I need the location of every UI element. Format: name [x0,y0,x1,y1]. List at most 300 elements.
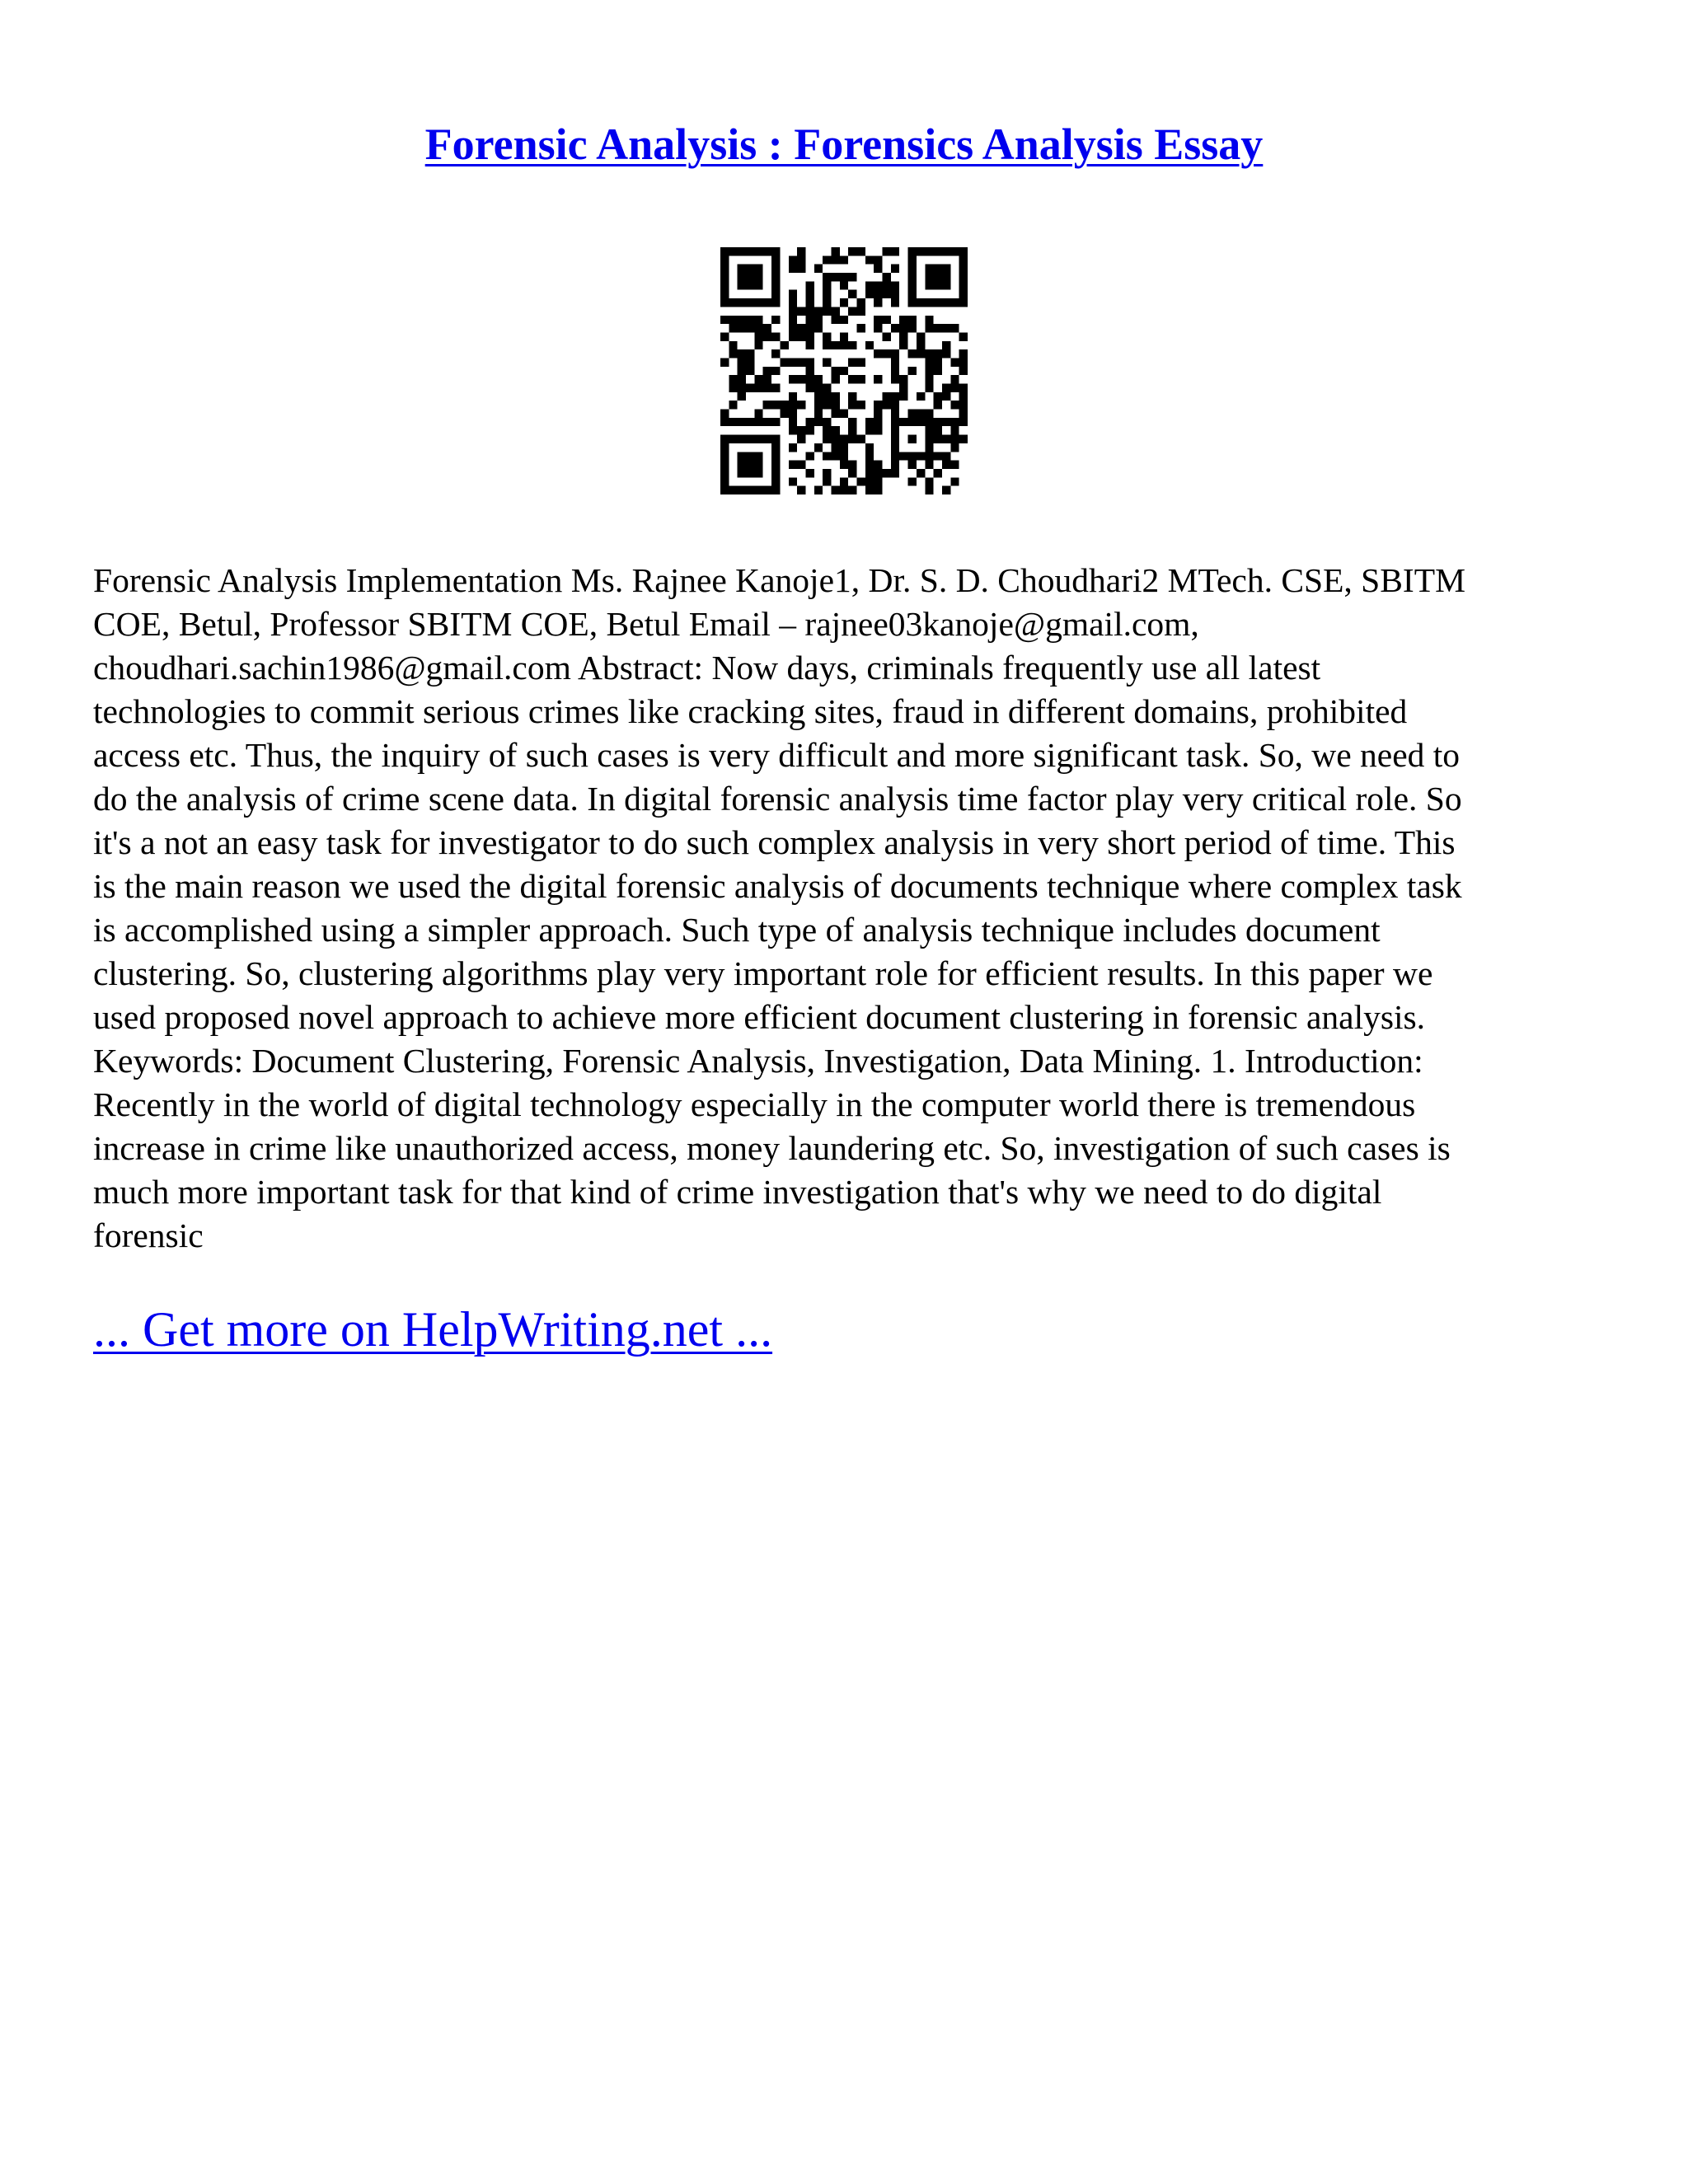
qr-module [746,384,754,392]
qr-module [763,367,771,375]
qr-module [771,469,780,477]
qr-module [959,384,968,392]
qr-module [789,461,797,469]
qr-module [934,281,942,289]
qr-module [789,332,797,340]
qr-module [831,247,839,255]
qr-module [942,418,950,426]
qr-module [831,307,839,315]
qr-module [831,452,839,460]
qr-module [908,298,917,307]
qr-module [925,435,933,443]
qr-module [720,247,729,255]
qr-module [738,316,746,324]
qr-module [908,367,917,375]
qr-module [883,469,891,477]
qr-module [874,426,882,434]
qr-module [908,281,917,289]
qr-module [771,332,780,340]
qr-module [891,349,899,358]
qr-module [874,401,882,409]
qr-module [789,265,797,273]
qr-module [959,273,968,281]
qr-module [891,290,899,298]
qr-module [840,281,848,289]
qr-module [771,418,780,426]
qr-module [899,384,907,392]
qr-module [908,290,917,298]
qr-module [925,247,933,255]
qr-module [754,375,762,383]
qr-module [917,469,925,477]
qr-module [959,332,968,340]
get-more-link[interactable]: ... Get more on HelpWriting.net ... [93,1302,773,1357]
qr-module [959,401,968,409]
qr-module [908,418,917,426]
qr-module [754,281,762,289]
qr-module [865,443,874,452]
qr-module [831,316,839,324]
qr-module [891,401,899,409]
qr-module [746,298,754,307]
qr-module [814,375,823,383]
qr-module [857,375,865,383]
qr-module [925,358,933,366]
qr-module [729,435,737,443]
qr-module [857,435,865,443]
qr-module [959,290,968,298]
qr-module [814,392,823,401]
qr-module [925,477,933,485]
qr-module [942,298,950,307]
qr-module [840,341,848,349]
qr-module [823,384,831,392]
qr-module [720,435,729,443]
qr-module [738,392,746,401]
qr-module [840,255,848,264]
qr-module [950,247,959,255]
qr-module [814,307,823,315]
qr-module [934,401,942,409]
title-link[interactable]: Forensic Analysis : Forensics Analysis Essay [424,120,1264,169]
qr-module [738,273,746,281]
qr-module [934,418,942,426]
qr-module [720,469,729,477]
qr-code-icon [720,247,968,494]
qr-module [950,358,959,366]
qr-module [917,247,925,255]
qr-module [950,298,959,307]
qr-module [720,358,729,366]
qr-module [738,358,746,366]
qr-module [959,281,968,289]
qr-module [857,307,865,315]
qr-module [925,375,933,383]
qr-module [934,435,942,443]
qr-module [720,477,729,485]
qr-module [746,324,754,332]
qr-module [738,461,746,469]
qr-module [720,486,729,494]
qr-module [789,375,797,383]
qr-module [780,401,788,409]
qr-module [805,324,814,332]
qr-module [754,298,762,307]
qr-module [729,401,737,409]
qr-module [865,255,874,264]
qr-module [720,443,729,452]
qr-module [857,298,865,307]
qr-module [874,290,882,298]
qr-module [908,247,917,255]
qr-module [891,265,899,273]
qr-module [754,410,762,418]
qr-module [865,461,874,469]
qr-module [883,247,891,255]
qr-module [840,410,848,418]
qr-module [942,273,950,281]
qr-module [814,384,823,392]
qr-module [959,435,968,443]
qr-module [720,298,729,307]
qr-module [917,418,925,426]
qr-module [925,486,933,494]
qr-module [908,452,917,460]
qr-module [805,367,814,375]
qr-module [789,410,797,418]
qr-module [754,265,762,273]
qr-module [805,281,814,289]
qr-module [720,452,729,460]
qr-module [959,298,968,307]
qr-module [908,265,917,273]
qr-module [831,435,839,443]
qr-module [891,443,899,452]
qr-module [865,341,874,349]
qr-module [763,332,771,340]
qr-module [942,435,950,443]
qr-module [738,418,746,426]
qr-module [746,273,754,281]
qr-module [848,435,856,443]
qr-module [908,435,917,443]
qr-module [917,332,925,340]
qr-module [934,273,942,281]
qr-module [746,452,754,460]
qr-module [789,307,797,315]
qr-module [738,452,746,460]
qr-module [891,410,899,418]
qr-module [789,290,797,298]
qr-module [797,332,805,340]
qr-module [823,281,831,289]
qr-module [874,486,882,494]
qr-module [729,247,737,255]
qr-module [789,392,797,401]
qr-module [899,418,907,426]
qr-module [771,486,780,494]
qr-module [814,265,823,273]
qr-module [720,418,729,426]
qr-module [754,324,762,332]
qr-module [771,281,780,289]
qr-module [738,435,746,443]
qr-module [805,307,814,315]
qr-module [840,298,848,307]
qr-module [874,418,882,426]
qr-module [883,290,891,298]
qr-module [738,367,746,375]
qr-module [814,418,823,426]
qr-module [814,324,823,332]
qr-module [771,273,780,281]
document-body-text: Forensic Analysis Implementation Ms. Rajnee Kanoje1, Dr. S. D. Choudhari2 MTech. CSE, SBITM COE, Betul, Professor SBITM COE, Betul Email – rajnee03kanoje@gmail.com, choudhari.sachin1986@gmail.com Abstract: Now days, criminals frequently use all latest technologies to commit serious crimes like cracking sites, fraud in different domains, prohibited access etc. Thus, the inquiry of such cases is very difficult and more significant task. So, we need to do the analysis of crime scene data. In digital forensic analysis time factor play very critical role. So it's a not an easy task for investigator to do such complex analysis in very short period of time. This is the main reason we used the digital forensic analysis of documents technique where complex task is accomplished using a simpler approach. Such type of analysis technique includes document clustering. So, clustering algorithms play very important role for efficient results. In this paper we used proposed novel approach to achieve more efficient document clustering in forensic analysis. Keywords: Document Clustering, Forensic Analysis, Investigation, Data Mining. 1. Introduction: Recently in the world of digital technology especially in the computer world there is tremendous increase in crime like unauthorized access, money laundering etc. So, investigation of such cases is much more important task for that kind of crime investigation that's why we need to do digital forensic [93,561,1466,1254]
qr-module [805,375,814,383]
qr-module [729,341,737,349]
qr-module [925,443,933,452]
qr-module [908,461,917,469]
qr-module [891,435,899,443]
qr-module [754,452,762,460]
qr-module [797,265,805,273]
qr-module [942,265,950,273]
qr-module [746,367,754,375]
qr-module [831,410,839,418]
qr-module [754,273,762,281]
qr-module [934,426,942,434]
qr-module [925,316,933,324]
qr-module [754,316,762,324]
qr-module [942,461,950,469]
qr-code-graphic [720,247,968,494]
qr-module [831,426,839,434]
qr-module [925,298,933,307]
qr-module [763,324,771,332]
qr-module [874,298,882,307]
qr-module [814,443,823,452]
qr-module [950,401,959,409]
qr-module [754,461,762,469]
qr-module [831,401,839,409]
qr-module [840,443,848,452]
qr-module [942,247,950,255]
qr-module [823,332,831,340]
qr-module [805,316,814,324]
qr-module [840,435,848,443]
qr-module [959,247,968,255]
qr-module [959,392,968,401]
qr-module [789,298,797,307]
qr-module [891,418,899,426]
qr-module [720,273,729,281]
qr-module [754,341,762,349]
qr-module [917,349,925,358]
qr-module [899,452,907,460]
qr-module [891,461,899,469]
qr-module [789,358,797,366]
qr-module [797,426,805,434]
qr-module [925,367,933,375]
qr-module [934,367,942,375]
qr-module [917,410,925,418]
qr-module [883,316,891,324]
qr-module [729,316,737,324]
qr-module [720,290,729,298]
qr-module [934,265,942,273]
qr-module [874,255,882,264]
qr-module [831,375,839,383]
qr-module [925,410,933,418]
qr-module [831,273,839,281]
qr-module [865,418,874,426]
qr-module [797,435,805,443]
qr-module [805,290,814,298]
qr-module [823,341,831,349]
qr-module [950,324,959,332]
qr-module [771,461,780,469]
qr-module [942,486,950,494]
qr-module [771,255,780,264]
qr-module [771,435,780,443]
qr-module [831,341,839,349]
qr-module [823,255,831,264]
qr-module [959,265,968,273]
qr-module [738,247,746,255]
qr-module [942,349,950,358]
qr-module [797,324,805,332]
qr-module [899,324,907,332]
qr-module [823,452,831,460]
qr-module [848,341,856,349]
qr-module [805,426,814,434]
qr-module [823,290,831,298]
qr-module [848,358,856,366]
qr-module [925,461,933,469]
qr-module [831,255,839,264]
qr-module [925,349,933,358]
qr-module [729,298,737,307]
qr-module [840,332,848,340]
qr-module [840,486,848,494]
qr-module [840,316,848,324]
qr-module [738,324,746,332]
qr-module [917,341,925,349]
qr-module [746,265,754,273]
qr-module [823,426,831,434]
qr-module [729,375,737,383]
qr-module [959,255,968,264]
qr-module [925,452,933,460]
qr-module [823,298,831,307]
qr-module [720,265,729,273]
qr-module [874,316,882,324]
qr-module [771,247,780,255]
qr-module [763,435,771,443]
qr-module [857,324,865,332]
qr-module [908,324,917,332]
qr-module [720,332,729,340]
qr-module [729,384,737,392]
qr-module [917,298,925,307]
qr-module [823,358,831,366]
qr-module [746,247,754,255]
qr-module [891,469,899,477]
qr-module [763,247,771,255]
qr-module [883,401,891,409]
qr-module [720,255,729,264]
qr-module [848,426,856,434]
qr-module [738,281,746,289]
qr-module [899,341,907,349]
qr-module [738,384,746,392]
qr-module [805,469,814,477]
qr-module [763,418,771,426]
qr-module [899,392,907,401]
qr-module [729,418,737,426]
qr-module [729,349,737,358]
qr-module [908,273,917,281]
qr-module [959,418,968,426]
qr-module [874,477,882,485]
qr-module [891,392,899,401]
qr-module [917,392,925,401]
qr-module [771,401,780,409]
qr-module [754,384,762,392]
document-title [0,115,1688,173]
qr-module [934,469,942,477]
qr-module [814,410,823,418]
qr-module [950,477,959,485]
qr-module [857,401,865,409]
qr-module [891,452,899,460]
qr-module [729,324,737,332]
qr-module [959,349,968,358]
qr-module [942,281,950,289]
qr-module [891,367,899,375]
qr-module [840,461,848,469]
qr-module [848,375,856,383]
qr-module [754,435,762,443]
qr-module [805,332,814,340]
qr-module [899,375,907,383]
qr-module [865,452,874,460]
qr-module [797,247,805,255]
qr-module [908,316,917,324]
qr-module [805,418,814,426]
qr-module [746,461,754,469]
qr-module [780,410,788,418]
qr-module [789,426,797,434]
qr-module [771,452,780,460]
qr-module [754,247,762,255]
qr-module [805,341,814,349]
qr-module [848,392,856,401]
qr-module [797,461,805,469]
qr-module [865,469,874,477]
qr-module [950,461,959,469]
qr-module [805,358,814,366]
qr-module [746,469,754,477]
qr-module [746,316,754,324]
qr-module [891,247,899,255]
qr-module [883,392,891,401]
qr-module [797,375,805,383]
qr-module [771,265,780,273]
qr-module [789,418,797,426]
qr-module [746,486,754,494]
qr-module [942,392,950,401]
qr-module [934,358,942,366]
